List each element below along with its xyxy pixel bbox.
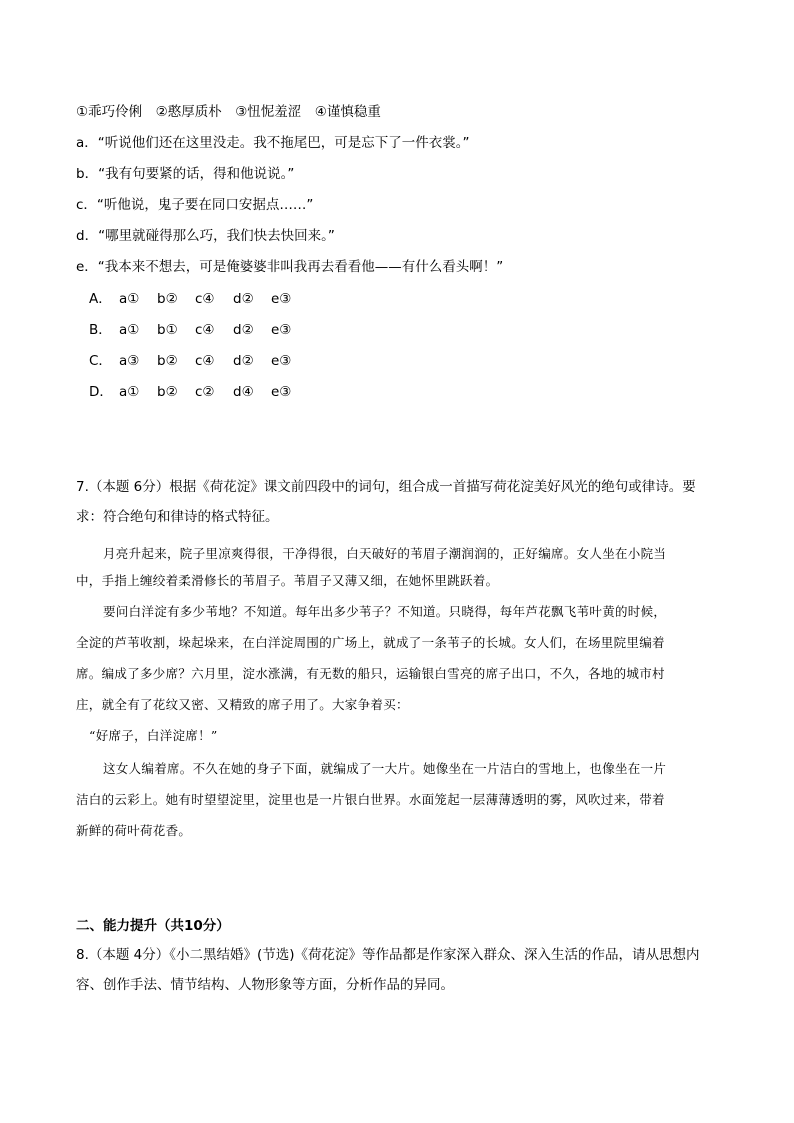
option-pair: d② [233,322,254,338]
passage-line: 全淀的芦苇收割，垛起垛来，在白洋淀周围的广场上，就成了一条苇子的长城。女人们，在场里院里编着 [76,635,665,650]
q8-prompt-line-1: 8.（本题 4分）《小二黑结婚》(节选)《荷花淀》等作品都是作家深入群众、深入生活的作品，请从思想内 [76,947,700,963]
option-pair: e③ [271,353,292,369]
passage-line: 席。编成了多少席？六月里，淀水涨满，有无数的船只，运输银白雪亮的席子出口，不久，各地的城市村 [76,666,665,681]
option-pair: a① [119,322,140,338]
option-pair: a① [119,384,140,400]
option-pair: b② [157,384,178,400]
option-key: B． [89,322,112,338]
passage-line: 要问白洋淀有多少苇地？不知道。每年出多少苇子？不知道。只晓得，每年芦花飘飞苇叶黄的时候， [103,604,667,619]
option-pair: d② [233,291,254,307]
q6-quote-d: d．“哪里就碰得那么巧，我们快去快回来。” [76,228,335,244]
q6-quote-e: e．“我本来不想去，可是俺婆婆非叫我再去看看他——有什么看头啊！” [76,259,504,275]
option-pair: b② [157,353,178,369]
q6-choices-line: ①乖巧伶俐 ②憨厚质朴 ③忸怩羞涩 ④谨慎稳重 [76,104,381,120]
passage-line: 月亮升起来，院子里凉爽得很，干净得很，白天破好的苇眉子潮润润的，正好编席。女人坐在小院当 [103,546,667,561]
option-key: C． [89,353,112,369]
passage-line: “好席子，白洋淀席！” [89,728,218,743]
passage-line: 洁白的云彩上。她有时望望淀里，淀里也是一片银白世界。水面笼起一层薄薄透明的雾，风吹过来，带着 [76,792,665,807]
q7-prompt-line-1: 7.（本题 6分）根据《荷花淀》课文前四段中的词句，组合成一首描写荷花淀美好风光的绝句或律诗。要 [76,479,696,495]
q6-option-d [89,383,309,401]
option-pair: b② [157,291,178,307]
option-pair: a③ [119,353,140,369]
section-heading: 二、能力提升（共10分） [76,918,230,934]
q6-quote-c: c．“听他说，鬼子要在同口安据点……” [76,197,314,213]
option-pair: e③ [271,291,292,307]
q6-option-c [89,352,309,370]
q7-prompt-line-2: 求：符合绝句和律诗的格式特征。 [76,509,279,525]
option-pair: e③ [271,322,292,338]
option-pair: c④ [195,322,215,338]
passage-line: 中，手指上缠绞着柔滑修长的苇眉子。苇眉子又薄又细，在她怀里跳跃着。 [76,573,499,588]
option-pair: c④ [195,353,215,369]
option-pair: d② [233,353,254,369]
q6-quote-a: a．“听说他们还在这里没走。我不拖尾巴，可是忘下了一件衣裳。” [76,135,470,151]
q8-prompt-line-2: 容、创作手法、情节结构、人物形象等方面，分析作品的异同。 [76,977,454,993]
q6-quote-b: b．“我有句要紧的话，得和他说说。” [76,166,295,182]
q6-option-b [89,321,309,339]
option-pair: a① [119,291,140,307]
passage-line: 这女人编着席。不久在她的身子下面，就编成了一大片。她像坐在一片洁白的雪地上，也像坐在一片 [103,761,667,776]
option-pair: d④ [233,384,254,400]
option-key: A． [89,291,112,307]
passage-line: 庄，就全有了花纹又密、又精致的席子用了。大家争着买： [76,697,409,712]
passage-line: 新鲜的荷叶荷花香。 [76,823,192,838]
option-pair: b① [157,322,178,338]
option-pair: c② [195,384,215,400]
q6-option-a [89,290,309,308]
option-pair: c④ [195,291,215,307]
option-key: D． [89,384,113,400]
option-pair: e③ [271,384,292,400]
